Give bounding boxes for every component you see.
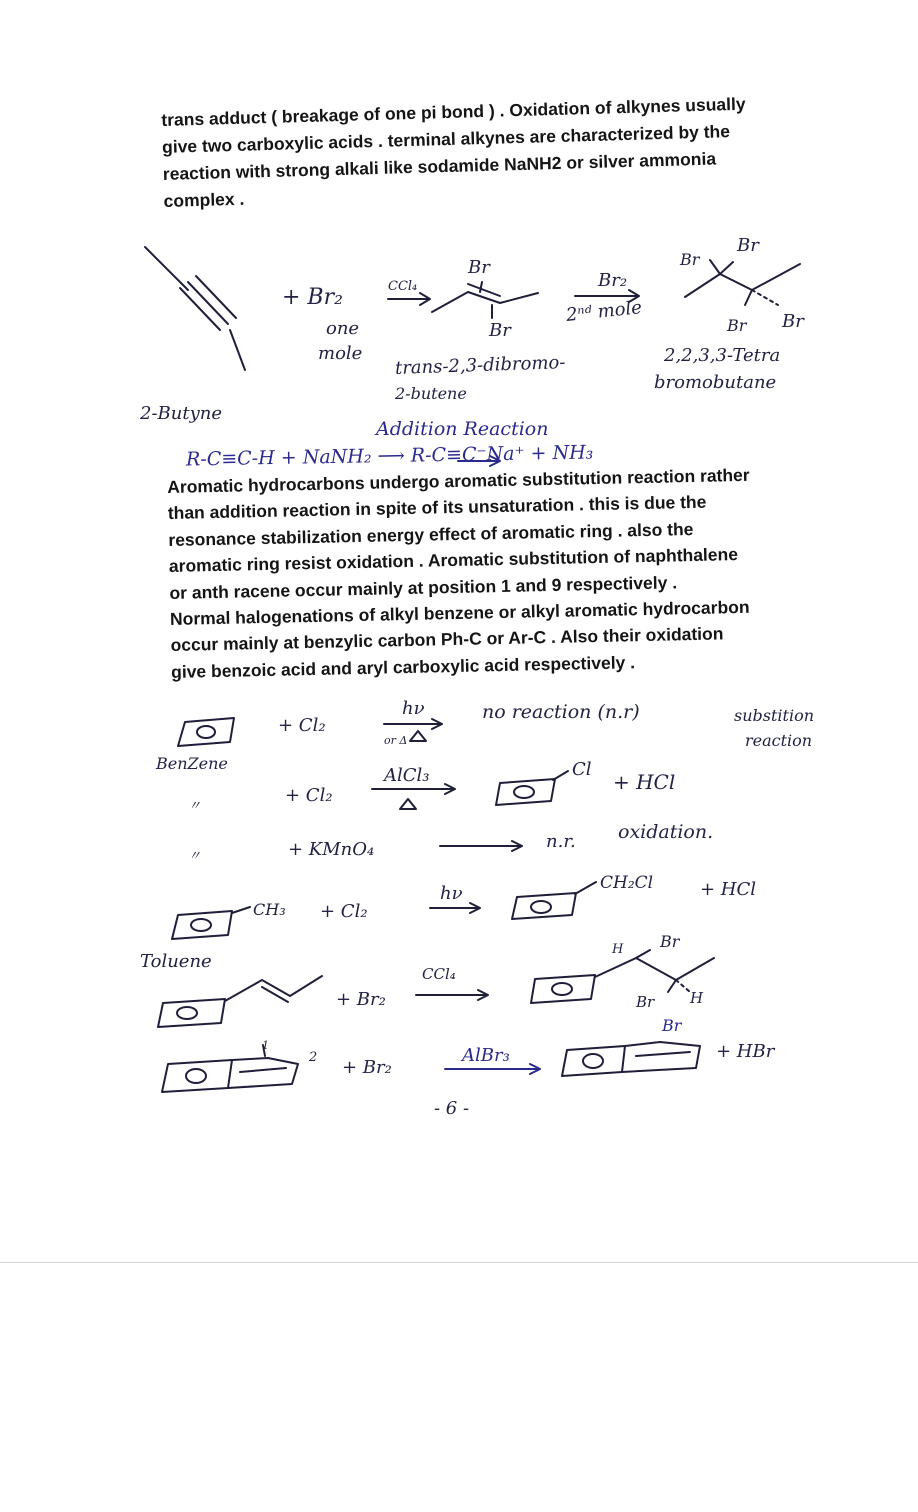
r4-ch3: CH₃ (253, 900, 286, 919)
paragraph-line: reaction with strong alkali like sodamide NaNH2 or silver ammonia (162, 148, 717, 184)
second-mole-label: 2ⁿᵈ mole (565, 297, 643, 326)
paragraph-line: Normal halogenations of alkyl benzene or alkyl aromatic hydrocarbon (169, 596, 750, 629)
r4-hv: hν (440, 883, 463, 904)
page-number: - 6 - (434, 1098, 470, 1119)
r5-condition: CCl₄ (422, 965, 456, 983)
r6-reagent: + Br₂ (342, 1057, 392, 1078)
r3-reagent: + KMnO₄ (288, 839, 375, 860)
bromonaphthalene-structure (562, 1042, 700, 1076)
br-bottom-label: Br (489, 320, 511, 341)
r4-reagent: + Cl₂ (320, 901, 368, 922)
r4-byproduct: + HCl (700, 879, 757, 900)
benzene-ring-1 (178, 718, 234, 746)
butyne-name: 2-Butyne (140, 403, 223, 424)
arrow-r5 (416, 990, 488, 1000)
mole-label: mole (318, 343, 363, 364)
paragraph-line: than addition reaction in spite of its unsaturation . this is due the (167, 492, 707, 524)
r6-br-substituent: Br (662, 1016, 682, 1035)
r6-position-2: 2 (309, 1050, 318, 1065)
product2-name-line1: 2,2,3,3-Tetra (664, 345, 781, 366)
addition-reaction-caption: Addition Reaction (376, 418, 549, 440)
arrow-r1 (384, 719, 442, 729)
dibromobutene-structure (432, 282, 538, 318)
r1-reagent: + Cl₂ (278, 715, 326, 736)
tetrabromobutane-structure (685, 260, 800, 305)
r1-note-line1: substition (734, 706, 814, 725)
paragraph-line: Aromatic hydrocarbons undergo aromatic substitution reaction rather (167, 464, 750, 497)
paragraph-line: give benzoic acid and aryl carboxylic acid respectively . (170, 652, 636, 682)
r1-note-line2: reaction (745, 731, 813, 750)
r5-br-bottom: Br (636, 993, 655, 1011)
delta-r1 (410, 731, 426, 741)
br2-reagent: + Br₂ (282, 285, 343, 310)
r4-product-ch2cl: CH₂Cl (600, 873, 654, 893)
br-c-label: Br (727, 316, 747, 335)
paragraph-line: complex . (163, 188, 245, 211)
product2-name-line2: bromobutane (654, 372, 777, 393)
r3-note: oxidation. (618, 821, 714, 843)
chlorobenzene-structure (496, 771, 568, 805)
arrow-r4 (430, 903, 480, 913)
r2-reagent: + Cl₂ (285, 785, 333, 806)
paragraph-alkyne-oxidation (161, 91, 748, 215)
ccl4-condition: CCl₄ (388, 279, 418, 294)
benzyl-chloride-structure (512, 882, 596, 919)
r2-byproduct: + HCl (613, 770, 676, 794)
product1-name-line1: trans-2,3-dibromo- (394, 352, 566, 379)
br-top-label: Br (468, 257, 490, 278)
br-b-label: Br (737, 235, 759, 256)
r5-h-bottom: H (690, 989, 704, 1007)
r5-h-top: H (612, 942, 624, 957)
paragraph-line: aromatic ring resist oxidation . Aromatic substitution of naphthalene (168, 544, 739, 577)
r2-catalyst: AlCl₃ (384, 765, 430, 786)
page-divider (0, 1262, 918, 1263)
paragraph-line: occur mainly at benzylic carbon Ph-C or Ar-C . Also their oxidation (170, 623, 724, 656)
r2-cl-substituent: Cl (572, 759, 592, 780)
paragraph-line: give two carboxylic acids . terminal alkynes are characterized by the (161, 121, 731, 157)
r3-result: n.r. (546, 831, 576, 852)
naphthalene-structure (162, 1045, 298, 1092)
product1-name-line2: 2-butene (395, 384, 467, 403)
toluene-structure (172, 907, 250, 939)
paragraph-line: resonance stabilization energy effect of aromatic ring . also the (168, 518, 694, 550)
r1-hv: hν (402, 698, 425, 719)
r1-or: or Δ (384, 734, 408, 747)
r1-result: no reaction (n.r) (482, 701, 640, 723)
paragraph-aromatic-substitution (167, 462, 754, 685)
paragraph-line: trans adduct ( breakage of one pi bond ) . Oxidation of alkynes usually (161, 93, 746, 130)
sodamide-equation: R-C≡C-H + NaNH₂ ⟶ R-C≡C⁻Na⁺ + NH₃ (185, 441, 594, 471)
r5-br-top: Br (660, 932, 680, 951)
butyne-structure (145, 247, 245, 370)
one-mole-label: one (326, 318, 360, 339)
r2-ditto: 〃 (188, 799, 202, 814)
br-a-label: Br (680, 250, 700, 269)
r6-byproduct: + HBr (716, 1041, 775, 1062)
r6-position-1: 1 (262, 1039, 269, 1052)
br2-second-reagent: Br₂ (598, 270, 628, 291)
benzene-label: BenZene (156, 754, 228, 773)
br-d-label: Br (782, 311, 804, 332)
r6-catalyst: AlBr₃ (462, 1045, 510, 1066)
r5-reagent: + Br₂ (336, 989, 386, 1010)
arrow-r3 (440, 841, 522, 851)
r3-ditto: 〃 (188, 849, 202, 864)
toluene-label: Toluene (140, 951, 212, 972)
styrene-structure (158, 976, 322, 1027)
paragraph-line: or anth racene occur mainly at position 1 and 9 respectively . (169, 571, 678, 603)
